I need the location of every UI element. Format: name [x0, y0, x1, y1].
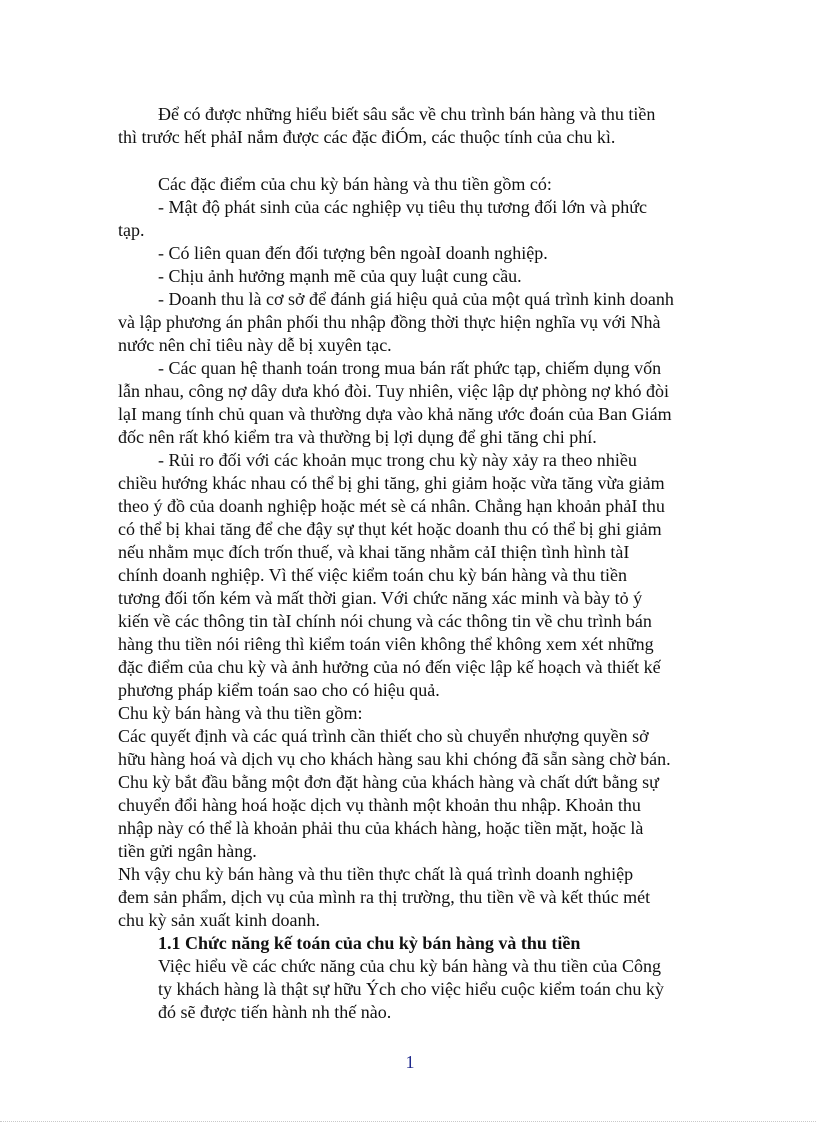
- text-line: đặc điểm của chu kỳ và ảnh hưởng của nó đến việc lập kế hoạch và thiết kế: [118, 657, 661, 677]
- text-line: phương pháp kiểm toán sao cho có hiệu quả.: [118, 680, 440, 700]
- text-line: Việc hiểu về các chức năng của chu kỳ bán hàng và thu tiền của Công: [158, 956, 661, 976]
- text-line: hàng thu tiền nói riêng thì kiểm toán viên không thể không xem xét những: [118, 634, 654, 654]
- text-line: có thể bị khai tăng để che đậy sự thụt két hoặc doanh thu có thể bị ghi giảm: [118, 519, 662, 539]
- text-line: lẫn nhau, công nợ dây dưa khó đòi. Tuy nhiên, việc lập dự phòng nợ khó đòi: [118, 381, 669, 401]
- text-line: Chu kỳ bán hàng và thu tiền gồm:: [118, 703, 363, 723]
- text-line: - Chịu ảnh hưởng mạnh mẽ của quy luật cung cầu.: [158, 266, 522, 286]
- text-line: chính doanh nghiệp. Vì thế việc kiểm toán chu kỳ bán hàng và thu tiền: [118, 565, 628, 585]
- text-line: Các quyết định và các quá trình cần thiết cho sù chuyển nhượng quyền sở: [118, 726, 649, 746]
- text-line: thì trước hết phảI nắm được các đặc điÓm, các thuộc tính của chu kì.: [118, 127, 616, 147]
- section-heading: 1.1 Chức năng kế toán của chu kỳ bán hàng và thu tiền: [158, 933, 581, 953]
- text-line: - Các quan hệ thanh toán trong mua bán rất phức tạp, chiếm dụng vốn: [158, 358, 662, 378]
- text-line: theo ý đồ của doanh nghiệp hoặc mét sè cá nhân. Chẳng hạn khoản phảI thu: [118, 496, 665, 516]
- text-line: Chu kỳ bắt đầu bằng một đơn đặt hàng của khách hàng và chất dứt bằng sự: [118, 772, 659, 792]
- text-line: đốc nên rất khó kiểm tra và thường bị lợi dụng để ghi tăng chi phí.: [118, 427, 597, 447]
- text-line: ty khách hàng là thật sự hữu Ých cho việc hiểu cuộc kiểm toán chu kỳ: [158, 979, 664, 999]
- text-line: tương đối tốn kém và mất thời gian. Với chức năng xác minh và bày tỏ ý: [118, 588, 643, 608]
- text-line: Để có được những hiểu biết sâu sắc về chu trình bán hàng và thu tiền: [158, 104, 656, 124]
- text-line: - Doanh thu là cơ sở để đánh giá hiệu quả của một quá trình kinh doanh: [158, 289, 674, 309]
- text-line: chu kỳ sản xuất kinh doanh.: [118, 910, 320, 930]
- text-line: kiến về các thông tin tàI chính nói chung và các thông tin về chu trình bán: [118, 611, 652, 631]
- text-line: nước nên chỉ tiêu này dễ bị xuyên tạc.: [118, 335, 392, 355]
- text-line: chiều hướng khác nhau có thể bị ghi tăng, ghi giảm hoặc vừa tăng vừa giảm: [118, 473, 665, 493]
- text-line: tiền gửi ngân hàng.: [118, 841, 257, 861]
- text-line: Các đặc điểm của chu kỳ bán hàng và thu tiền gồm có:: [158, 174, 552, 194]
- page-bottom-divider: [0, 1121, 816, 1122]
- text-line: nhập này có thể là khoản phải thu của khách hàng, hoặc tiền mặt, hoặc là: [118, 818, 644, 838]
- text-line: lạI mang tính chủ quan và thường dựa vào khả năng ước đoán của Ban Giám: [118, 404, 672, 424]
- page-number: 1: [405, 1052, 415, 1072]
- text-line: hữu hàng hoá và dịch vụ cho khách hàng sau khi chóng đã sẵn sàng chờ bán.: [118, 749, 671, 769]
- text-line: - Mật độ phát sinh của các nghiệp vụ tiêu thụ tương đối lớn và phức: [158, 197, 647, 217]
- text-line: đem sản phẩm, dịch vụ của mình ra thị trường, thu tiền về và kết thúc mét: [118, 887, 651, 907]
- text-line: chuyển đổi hàng hoá hoặc dịch vụ thành một khoản thu nhập. Khoản thu: [118, 795, 641, 815]
- text-line: - Có liên quan đến đối tượng bên ngoàI doanh nghiệp.: [158, 243, 548, 263]
- text-line: Nh vậy chu kỳ bán hàng và thu tiền thực chất là quá trình doanh nghiệp: [118, 864, 634, 884]
- text-line: tạp.: [118, 220, 145, 240]
- text-line: đó sẽ được tiến hành nh thế nào.: [158, 1002, 392, 1022]
- text-line: nếu nhằm mục đích trốn thuế, và khai tăng nhằm cảI thiện tình hình tàI: [118, 542, 630, 562]
- text-line: và lập phương án phân phối thu nhập đồng thời thực hiện nghĩa vụ với Nhà: [118, 312, 661, 332]
- text-line: - Rủi ro đối với các khoản mục trong chu kỳ này xảy ra theo nhiều: [158, 450, 637, 470]
